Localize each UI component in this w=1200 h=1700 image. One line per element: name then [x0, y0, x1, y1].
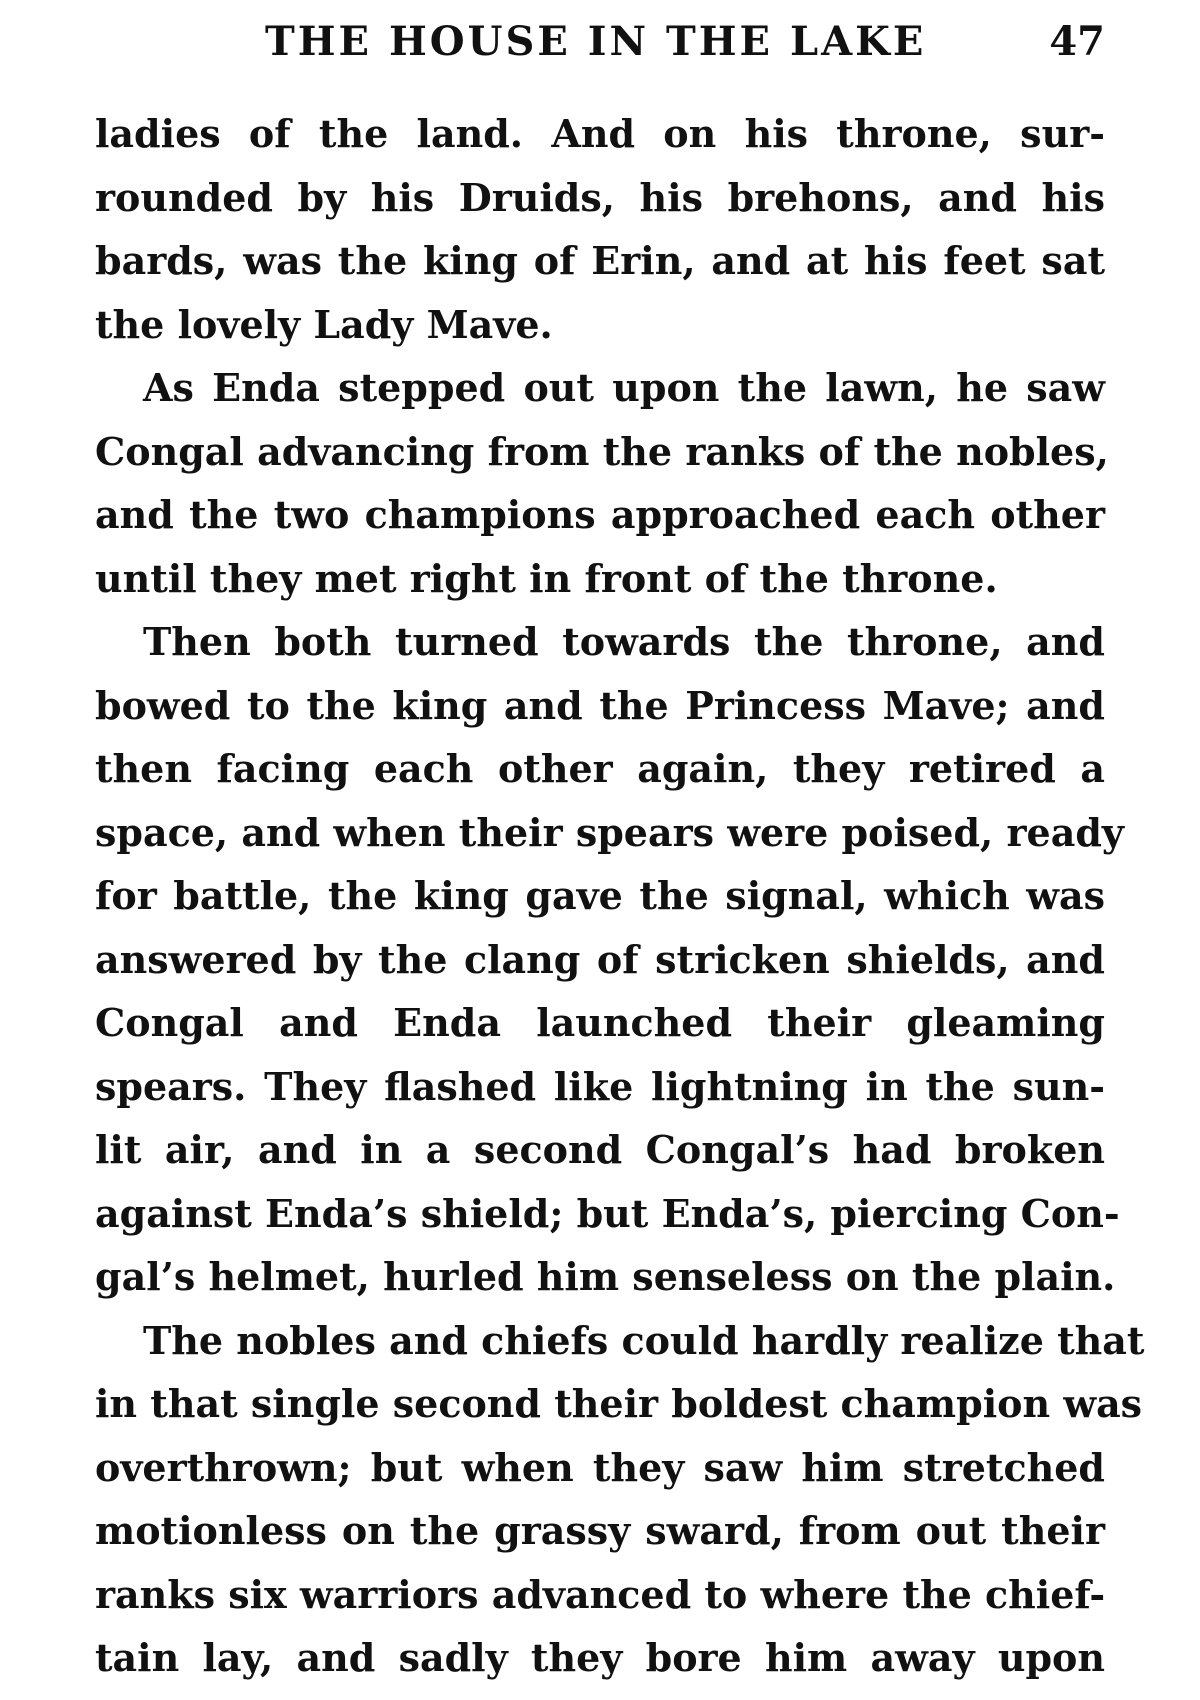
text-line: motionless on the grassy sward, from out their [95, 1508, 1105, 1553]
text-line: the lovely Lady Mave. [95, 301, 553, 347]
text-line: spears. They flashed like lightning in the sun- [95, 1063, 1105, 1109]
text-line: Then both turned towards the throne, and [143, 619, 1105, 664]
page-number: 47 [1049, 18, 1105, 65]
text-line: ranks six warriors advanced to where the chief- [95, 1571, 1106, 1617]
text-line: ladies of the land. And on his throne, sur- [95, 111, 1105, 156]
page-header [95, 16, 1105, 72]
paragraph-3 [95, 610, 1124, 1309]
paragraph-1 [95, 102, 1105, 356]
text-line: Congal advancing from the ranks of the nobles, [95, 428, 1109, 474]
text-line: As Enda stepped out upon the lawn, he saw [143, 365, 1105, 410]
text-line: gal’s helmet, hurled him senseless on the plain. [95, 1254, 1116, 1299]
text-line: lit air, and in a second Congal’s had broken [95, 1127, 1105, 1172]
text-line: Congal and Enda launched their gleaming [95, 1000, 1105, 1045]
text-line: then facing each other again, they retired a [95, 746, 1105, 791]
text-line: overthrown; but when they saw him stretched [95, 1444, 1105, 1490]
text-line: space, and when their spears were poised, ready [95, 809, 1124, 855]
text-line: and the two champions approached each other [95, 492, 1105, 537]
text-line: bards, was the king of Erin, and at his feet sat [95, 238, 1105, 283]
text-line: tain lay, and sadly they bore him away upon [95, 1635, 1105, 1680]
text-line: answered by the clang of stricken shields, and [95, 936, 1105, 982]
text-line: in that single second their boldest champion was [95, 1381, 1143, 1426]
text-line: against Enda’s shield; but Enda’s, piercing Con- [95, 1190, 1120, 1236]
text-line: rounded by his Druids, his brehons, and his [95, 174, 1105, 220]
body-text [95, 102, 1145, 1690]
text-line: bowed to the king and the Princess Mave; and [95, 682, 1105, 728]
paragraph-4 [95, 1309, 1145, 1690]
text-line: The nobles and chiefs could hardly realize that [143, 1317, 1145, 1363]
running-title: THE HOUSE IN THE LAKE [265, 18, 927, 65]
text-line: for battle, the king gave the signal, which was [95, 873, 1105, 918]
text-line: until they met right in front of the throne. [95, 555, 998, 601]
paragraph-2 [95, 356, 1109, 610]
